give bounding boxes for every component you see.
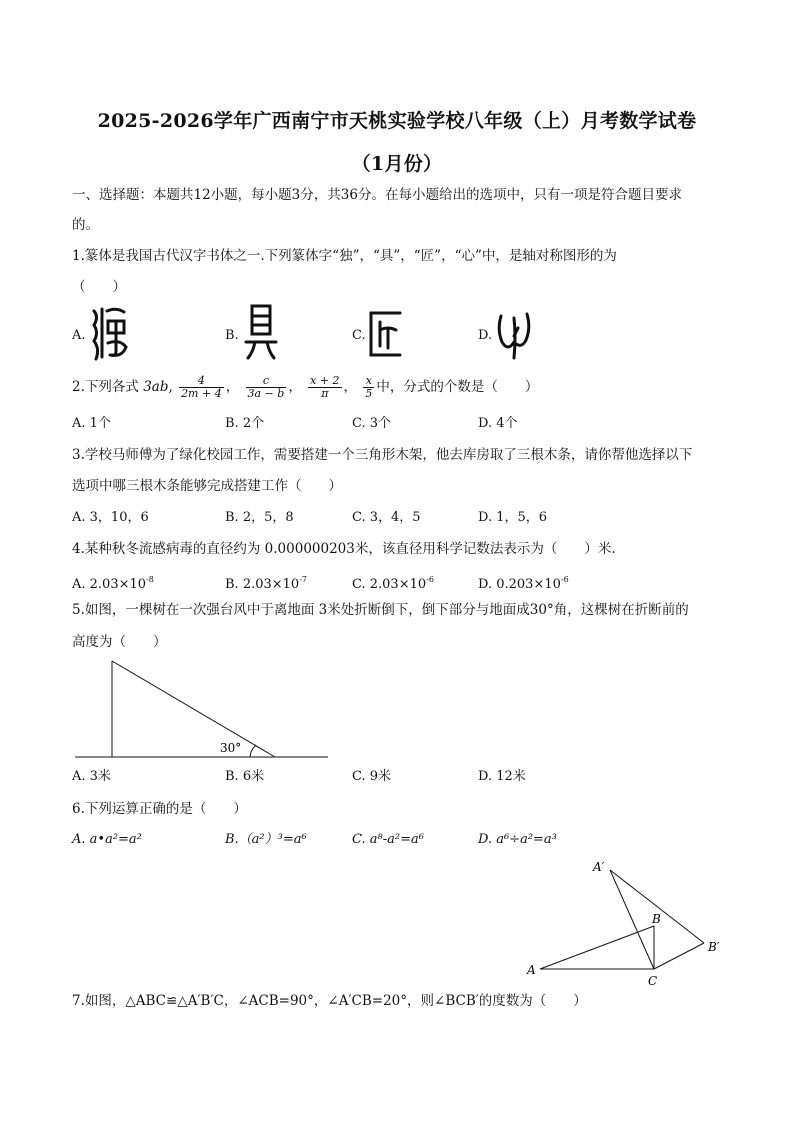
q2-fraction-4: $\frac{x}{5}$ xyxy=(365,374,373,400)
segment-A1C xyxy=(610,870,654,969)
q2-fraction-1: $\frac{4}{2m + 4}$ xyxy=(181,374,222,400)
q2-suffix: 中，分式的个数是（ ） xyxy=(376,379,539,395)
q2-fraction-2: $\frac{c}{3a - b}$ xyxy=(247,374,285,400)
q6-stem: 6.下列运算正确的是（ ） xyxy=(72,801,247,817)
q6-option-a: A. a•a²=a² xyxy=(72,832,142,847)
q1-option-d: D. xyxy=(478,328,493,343)
q6-option-b: B.（a²）³=a⁶ xyxy=(225,832,307,847)
segment-AB xyxy=(540,926,654,969)
q4-option-c: C. $2.03\times 10^{-6}$ xyxy=(352,575,434,592)
q5-option-a: A. 3米 xyxy=(72,769,111,784)
q2-term-3ab: 3ab xyxy=(143,379,169,395)
q3-option-c: C. 3，4，5 xyxy=(352,510,421,525)
label-B: B xyxy=(652,912,661,926)
q7-triangle-figure xyxy=(520,855,730,990)
q5-option-b: B. 6米 xyxy=(225,769,265,784)
q2-option-c: C. 3个 xyxy=(352,416,392,431)
q4-option-d: D. $0.203\times 10^{-6}$ xyxy=(478,575,569,592)
q6-option-c: C. a⁸-a²=a⁶ xyxy=(352,832,424,847)
q7-stem: 7.如图，△ABC≌△A′B′C，∠ACB=90°，∠A′CB=20°，则∠BCB′的度数为（ ） xyxy=(72,993,587,1009)
q3-stem-cont: 选项中哪三根木条能够完成搭建工作（ ） xyxy=(72,478,342,494)
q1-option-c: C. xyxy=(352,328,366,343)
q1-option-b: B. xyxy=(225,328,239,343)
q5-option-c: C. 9米 xyxy=(352,769,392,784)
label-B-prime: B′ xyxy=(708,940,720,954)
q1-stem-cont: （ ） xyxy=(72,279,126,295)
seal-glyph-xin xyxy=(494,308,534,362)
seal-glyph-du xyxy=(90,305,130,363)
q4-stem: 4.某种秋冬流感病毒的直径约为 0.000000203米，该直径用科学记数法表示为（ ）米. xyxy=(72,541,616,557)
label-A: A xyxy=(527,963,536,977)
label-A-prime: A′ xyxy=(593,860,605,874)
seal-glyph-jiang xyxy=(366,308,404,360)
q5-stem: 5.如图，一棵树在一次强台风中于离地面 3米处折断倒下，倒下部分与地面成30°角，这棵树在折断前的 xyxy=(72,602,689,618)
q4-option-b: B. $2.03\times 10^{-7}$ xyxy=(225,575,307,592)
q3-stem: 3.学校马师傅为了绿化校园工作，需要搭建一个三角形木架，他去库房取了三根木条，请你帮他选择以下 xyxy=(72,447,693,463)
q2-option-b: B. 2个 xyxy=(225,416,265,431)
q5-option-d: D. 12米 xyxy=(478,769,526,784)
label-C: C xyxy=(648,974,658,988)
q1-stem: 1.篆体是我国古代汉字书体之一.下列篆体字“独”，“具”，“匠”，“心”中，是轴对称图形的为 xyxy=(72,248,617,264)
q2-prefix: 2.下列各式 xyxy=(72,379,139,395)
segment-A1B1 xyxy=(610,870,704,943)
q1-option-a: A. xyxy=(72,328,86,343)
q3-option-d: D. 1，5，6 xyxy=(478,510,548,525)
q6-option-d: D. a⁶÷a²=a³ xyxy=(478,832,557,847)
angle-label: 30° xyxy=(220,741,242,755)
section1-instructions: 一、选择题：本题共12小题，每小题3分，共36分。在每小题给出的选项中，只有一项是符合题目要求 xyxy=(72,187,682,203)
angle-arc xyxy=(250,745,256,757)
exam-subtitle: （1月份） xyxy=(351,153,443,175)
q4-option-a: A. $2.03\times 10^{-8}$ xyxy=(72,575,154,592)
q5-stem-cont: 高度为（ ） xyxy=(72,634,167,650)
exam-title: 2025-2026学年广西南宁市天桃实验学校八年级（上）月考数学试卷 xyxy=(97,110,697,132)
broken-part-line xyxy=(112,661,275,757)
q5-tree-figure xyxy=(70,655,335,763)
q2-option-a: A. 1个 xyxy=(72,416,111,431)
q3-option-a: A. 3，10，6 xyxy=(72,510,149,525)
segment-CB1 xyxy=(654,943,704,969)
section1-instructions-cont: 的。 xyxy=(72,217,99,233)
seal-glyph-ju xyxy=(243,302,279,362)
q2-option-d: D. 4个 xyxy=(478,416,518,431)
q3-option-b: B. 2，5，8 xyxy=(225,510,294,525)
q2-fraction-3: $\frac{x + 2}{\pi}$ xyxy=(310,374,340,400)
q2-stem: 2.下列各式 3ab, $\frac{4}{2m + 4}$ ， $\frac{c}{3a - b}$ ， $\frac{x + 2}{\pi}$ ， $\frac{x}{5}$ 中，分式的个数是（ ） xyxy=(72,374,539,400)
